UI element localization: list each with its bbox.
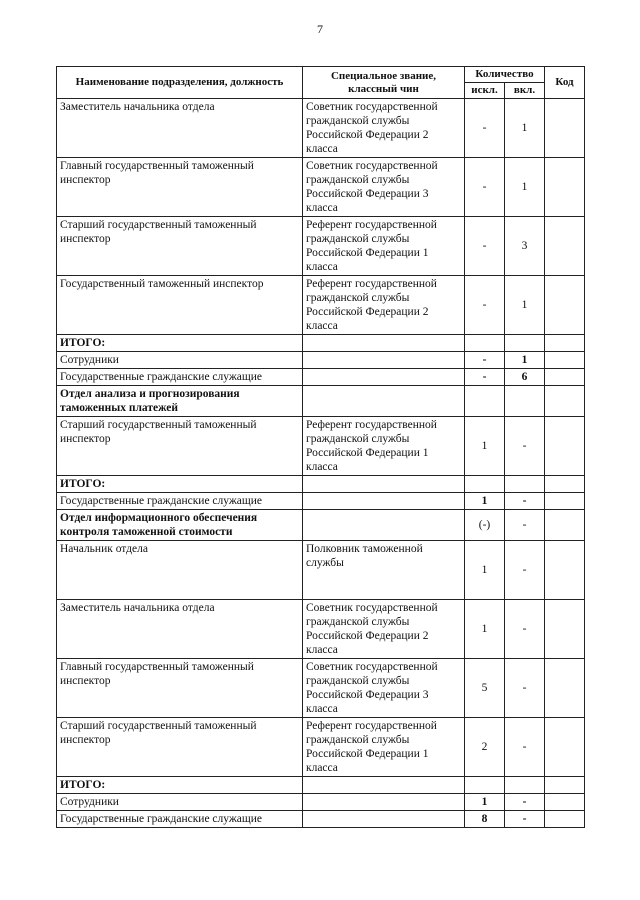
- row-incl: 3: [505, 217, 545, 276]
- page-number: 7: [317, 22, 323, 36]
- header-name: Наименование подразделения, должность: [57, 67, 303, 99]
- row-name: Государственные гражданские служащие: [57, 811, 303, 828]
- row-code: [545, 718, 585, 777]
- row-excl: -: [465, 99, 505, 158]
- row-code: [545, 811, 585, 828]
- table-row: [57, 335, 585, 352]
- row-rank: [303, 493, 465, 510]
- row-incl: -: [505, 541, 545, 600]
- table-row: [57, 794, 585, 811]
- row-incl: 1: [505, 352, 545, 369]
- row-rank: Референт государственной гражданской службы Российской Федерации 2 класса: [303, 276, 465, 335]
- row-code: [545, 369, 585, 386]
- table-row: [57, 158, 585, 217]
- row-code: [545, 335, 585, 352]
- row-incl: 1: [505, 99, 545, 158]
- row-incl: [505, 476, 545, 493]
- row-excl: 1: [465, 794, 505, 811]
- row-code: [545, 510, 585, 541]
- row-rank: [303, 794, 465, 811]
- table-row: [57, 369, 585, 386]
- row-incl: -: [505, 718, 545, 777]
- table-row: [57, 276, 585, 335]
- row-code: [545, 386, 585, 417]
- staff-table: [56, 66, 585, 828]
- row-name: Заместитель начальника отдела: [57, 99, 303, 158]
- header-incl: вкл.: [505, 83, 545, 99]
- row-excl: -: [465, 352, 505, 369]
- row-incl: -: [505, 659, 545, 718]
- row-rank: Советник государственной гражданской службы Российской Федерации 2 класса: [303, 99, 465, 158]
- table-row: [57, 600, 585, 659]
- row-rank: Советник государственной гражданской службы Российской Федерации 3 класса: [303, 659, 465, 718]
- table-row: [57, 386, 585, 417]
- row-incl: 1: [505, 158, 545, 217]
- row-code: [545, 541, 585, 600]
- row-rank: [303, 476, 465, 493]
- row-name: Государственные гражданские служащие: [57, 493, 303, 510]
- row-name: Старший государственный таможенный инспектор: [57, 217, 303, 276]
- row-excl: 5: [465, 659, 505, 718]
- row-incl: 1: [505, 276, 545, 335]
- row-name: Начальник отдела: [57, 541, 303, 600]
- row-excl: [465, 386, 505, 417]
- row-code: [545, 417, 585, 476]
- header-excl: искл.: [465, 83, 505, 99]
- row-rank: Советник государственной гражданской службы Российской Федерации 2 класса: [303, 600, 465, 659]
- table-row: [57, 493, 585, 510]
- row-excl: [465, 476, 505, 493]
- row-code: [545, 600, 585, 659]
- row-excl: [465, 335, 505, 352]
- table-row: [57, 718, 585, 777]
- row-name: Старший государственный таможенный инспектор: [57, 718, 303, 777]
- row-name: Отдел информационного обеспечения контроля таможенной стоимости: [57, 510, 303, 541]
- row-excl: -: [465, 217, 505, 276]
- row-incl: [505, 777, 545, 794]
- row-code: [545, 217, 585, 276]
- row-name: ИТОГО:: [57, 335, 303, 352]
- row-code: [545, 476, 585, 493]
- row-rank: [303, 352, 465, 369]
- row-excl: 1: [465, 600, 505, 659]
- row-excl: 1: [465, 541, 505, 600]
- row-rank: Советник государственной гражданской службы Российской Федерации 3 класса: [303, 158, 465, 217]
- table-row: [57, 659, 585, 718]
- row-excl: 2: [465, 718, 505, 777]
- row-incl: [505, 335, 545, 352]
- row-name: Заместитель начальника отдела: [57, 600, 303, 659]
- row-name: Главный государственный таможенный инспектор: [57, 158, 303, 217]
- row-code: [545, 659, 585, 718]
- row-code: [545, 99, 585, 158]
- row-rank: [303, 335, 465, 352]
- row-incl: -: [505, 493, 545, 510]
- row-excl: 1: [465, 493, 505, 510]
- row-name: ИТОГО:: [57, 476, 303, 493]
- row-excl: -: [465, 369, 505, 386]
- row-excl: (-): [465, 510, 505, 541]
- row-code: [545, 777, 585, 794]
- table-row: [57, 352, 585, 369]
- row-incl: -: [505, 811, 545, 828]
- table-row: [57, 811, 585, 828]
- row-code: [545, 794, 585, 811]
- row-incl: 6: [505, 369, 545, 386]
- table-row: [57, 217, 585, 276]
- row-rank: Референт государственной гражданской службы Российской Федерации 1 класса: [303, 718, 465, 777]
- header-quantity: Количество: [465, 67, 545, 83]
- row-excl: [465, 777, 505, 794]
- table-body: [57, 99, 585, 828]
- row-excl: -: [465, 158, 505, 217]
- row-incl: -: [505, 600, 545, 659]
- table-row: [57, 541, 585, 600]
- row-incl: -: [505, 417, 545, 476]
- row-rank: [303, 369, 465, 386]
- row-rank: Референт государственной гражданской службы Российской Федерации 1 класса: [303, 417, 465, 476]
- row-name: ИТОГО:: [57, 777, 303, 794]
- header-rank: Специальное звание, классный чин: [303, 67, 465, 99]
- row-rank: [303, 811, 465, 828]
- row-incl: -: [505, 510, 545, 541]
- row-code: [545, 493, 585, 510]
- row-rank: [303, 510, 465, 541]
- row-rank: Референт государственной гражданской службы Российской Федерации 1 класса: [303, 217, 465, 276]
- table-row: [57, 777, 585, 794]
- row-rank: Полковник таможенной службы: [303, 541, 465, 600]
- row-rank: [303, 386, 465, 417]
- row-name: Сотрудники: [57, 794, 303, 811]
- header-code: Код: [545, 67, 585, 99]
- row-excl: 8: [465, 811, 505, 828]
- table-row: [57, 99, 585, 158]
- row-name: Главный государственный таможенный инспектор: [57, 659, 303, 718]
- row-name: Сотрудники: [57, 352, 303, 369]
- row-rank: [303, 777, 465, 794]
- table-row: [57, 417, 585, 476]
- row-name: Старший государственный таможенный инспектор: [57, 417, 303, 476]
- row-code: [545, 158, 585, 217]
- row-incl: [505, 386, 545, 417]
- row-excl: 1: [465, 417, 505, 476]
- row-name: Государственные гражданские служащие: [57, 369, 303, 386]
- row-code: [545, 276, 585, 335]
- row-name: Отдел анализа и прогнозирования таможенных платежей: [57, 386, 303, 417]
- header-row: [57, 67, 585, 83]
- row-code: [545, 352, 585, 369]
- row-excl: -: [465, 276, 505, 335]
- table-row: [57, 510, 585, 541]
- row-name: Государственный таможенный инспектор: [57, 276, 303, 335]
- table-row: [57, 476, 585, 493]
- row-incl: -: [505, 794, 545, 811]
